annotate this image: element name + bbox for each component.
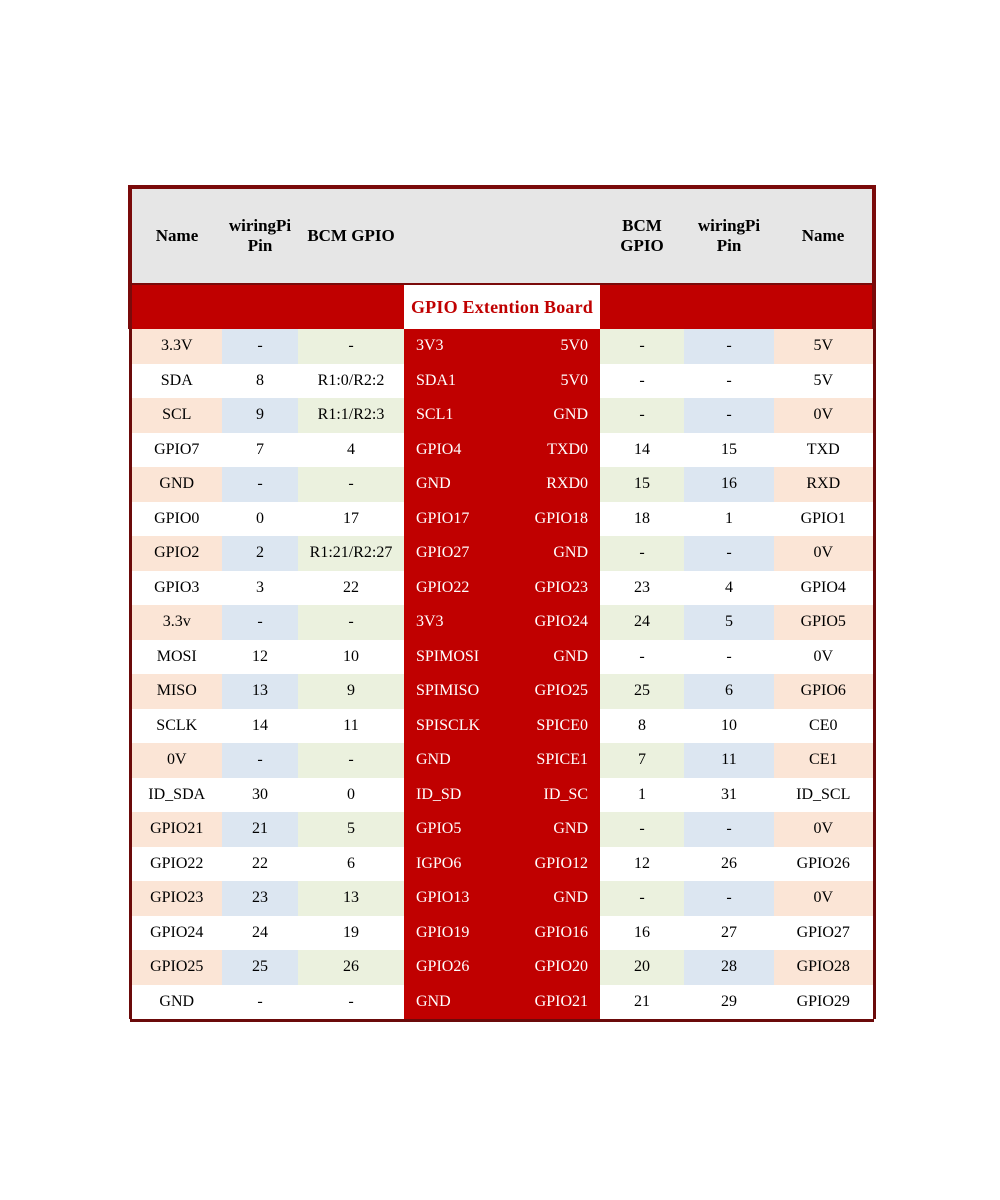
cell-bcm-right: 15 [600, 467, 684, 502]
table-row [130, 536, 874, 571]
cell-name-right: GPIO6 [774, 674, 874, 709]
cell-bcm-left: 6 [298, 847, 404, 882]
cell-bcm-left: - [298, 605, 404, 640]
cell-wiringpi-right: - [684, 881, 774, 916]
table-row [130, 743, 874, 778]
cell-wiringpi-left: 8 [222, 364, 298, 399]
cell-bcm-left: R1:1/R2:3 [298, 398, 404, 433]
cell-wiringpi-right: 28 [684, 950, 774, 985]
cell-name-left: GPIO3 [130, 571, 222, 606]
cell-name-right: 0V [774, 640, 874, 675]
cell-bcm-left: 26 [298, 950, 404, 985]
cell-wiringpi-right: - [684, 364, 774, 399]
cell-wiringpi-left: - [222, 985, 298, 1020]
title-band-left-fill [130, 284, 404, 329]
cell-name-left: SDA [130, 364, 222, 399]
cell-wiringpi-right: 4 [684, 571, 774, 606]
cell-wiringpi-left: 3 [222, 571, 298, 606]
cell-bcm-right: 20 [600, 950, 684, 985]
cell-name-right: GPIO4 [774, 571, 874, 606]
cell-board-left: GPIO22 [404, 571, 502, 606]
cell-name-left: GND [130, 467, 222, 502]
cell-name-left: GPIO25 [130, 950, 222, 985]
cell-bcm-right: 16 [600, 916, 684, 951]
cell-name-right: GPIO28 [774, 950, 874, 985]
cell-bcm-left: 11 [298, 709, 404, 744]
cell-wiringpi-right: - [684, 812, 774, 847]
cell-bcm-right: 23 [600, 571, 684, 606]
cell-bcm-left: 10 [298, 640, 404, 675]
cell-bcm-right: 12 [600, 847, 684, 882]
cell-name-left: SCLK [130, 709, 222, 744]
cell-bcm-left: 17 [298, 502, 404, 537]
header-wiringpi-right [684, 187, 774, 284]
cell-board-left: GPIO26 [404, 950, 502, 985]
cell-bcm-right: 7 [600, 743, 684, 778]
cell-wiringpi-right: - [684, 536, 774, 571]
cell-board-right: GND [502, 812, 600, 847]
cell-board-right: GND [502, 640, 600, 675]
cell-wiringpi-left: 24 [222, 916, 298, 951]
cell-board-left: SDA1 [404, 364, 502, 399]
cell-wiringpi-left: 0 [222, 502, 298, 537]
cell-board-left: GND [404, 743, 502, 778]
cell-wiringpi-right: 27 [684, 916, 774, 951]
cell-name-left: GPIO22 [130, 847, 222, 882]
board-title: GPIO Extention Board [404, 284, 600, 329]
cell-bcm-right: - [600, 329, 684, 364]
cell-board-right: TXD0 [502, 433, 600, 468]
cell-bcm-right: - [600, 881, 684, 916]
cell-wiringpi-right: 6 [684, 674, 774, 709]
table-footer [130, 1019, 874, 1022]
cell-bcm-left: 19 [298, 916, 404, 951]
cell-board-left: GND [404, 985, 502, 1020]
cell-wiringpi-left: - [222, 467, 298, 502]
cell-bcm-left: - [298, 743, 404, 778]
table-row [130, 640, 874, 675]
cell-name-left: SCL [130, 398, 222, 433]
title-band-row [130, 284, 874, 329]
cell-board-right: GPIO18 [502, 502, 600, 537]
table-row [130, 329, 874, 364]
cell-name-left: 3.3v [130, 605, 222, 640]
cell-bcm-right: 25 [600, 674, 684, 709]
cell-wiringpi-left: 9 [222, 398, 298, 433]
cell-wiringpi-right: - [684, 398, 774, 433]
cell-board-left: ID_SD [404, 778, 502, 813]
cell-board-left: SPISCLK [404, 709, 502, 744]
gpio-pinout-table-wrapper [128, 185, 872, 1022]
table-header-row [130, 187, 874, 284]
table-row [130, 571, 874, 606]
cell-wiringpi-right: 16 [684, 467, 774, 502]
cell-wiringpi-right: 26 [684, 847, 774, 882]
cell-name-right: 0V [774, 812, 874, 847]
cell-wiringpi-left: 21 [222, 812, 298, 847]
cell-name-left: 0V [130, 743, 222, 778]
cell-wiringpi-left: 2 [222, 536, 298, 571]
cell-name-right: GPIO1 [774, 502, 874, 537]
cell-name-left: 3.3V [130, 329, 222, 364]
header-wiringpi-left [222, 187, 298, 284]
table-row [130, 398, 874, 433]
table-row [130, 674, 874, 709]
cell-wiringpi-left: 14 [222, 709, 298, 744]
cell-bcm-right: - [600, 812, 684, 847]
header-bcm-right-line2: GPIO [620, 236, 664, 255]
cell-bcm-left: 5 [298, 812, 404, 847]
header-bcm-left: BCM GPIO [298, 187, 404, 284]
header-wiringpi-right-line1: wiringPi [697, 216, 761, 236]
header-wiringpi-left-line1: wiringPi [228, 216, 292, 236]
cell-name-left: GND [130, 985, 222, 1020]
cell-board-right: GPIO12 [502, 847, 600, 882]
cell-bcm-left: 22 [298, 571, 404, 606]
cell-board-left: 3V3 [404, 605, 502, 640]
cell-name-right: ID_SCL [774, 778, 874, 813]
cell-bcm-left: 13 [298, 881, 404, 916]
header-wiringpi-left-line2: Pin [247, 236, 273, 255]
cell-name-right: 5V [774, 364, 874, 399]
cell-board-right: GPIO23 [502, 571, 600, 606]
cell-name-left: ID_SDA [130, 778, 222, 813]
cell-wiringpi-left: 23 [222, 881, 298, 916]
cell-name-right: 0V [774, 398, 874, 433]
header-center-spacer [404, 187, 600, 284]
cell-wiringpi-right: 1 [684, 502, 774, 537]
cell-name-left: MOSI [130, 640, 222, 675]
cell-bcm-right: - [600, 640, 684, 675]
cell-board-left: IGPO6 [404, 847, 502, 882]
cell-wiringpi-right: 29 [684, 985, 774, 1020]
cell-wiringpi-left: 22 [222, 847, 298, 882]
table-body [130, 187, 874, 329]
header-bcm-right-line1: BCM [622, 216, 662, 236]
header-name-right: Name [774, 187, 874, 284]
cell-name-left: GPIO23 [130, 881, 222, 916]
table-row [130, 847, 874, 882]
cell-wiringpi-left: - [222, 329, 298, 364]
cell-board-left: SPIMISO [404, 674, 502, 709]
cell-name-right: RXD [774, 467, 874, 502]
cell-bcm-right: 24 [600, 605, 684, 640]
table-row [130, 778, 874, 813]
cell-name-left: GPIO2 [130, 536, 222, 571]
cell-name-right: 5V [774, 329, 874, 364]
cell-board-left: SCL1 [404, 398, 502, 433]
cell-name-left: GPIO24 [130, 916, 222, 951]
cell-board-right: SPICE1 [502, 743, 600, 778]
cell-bcm-right: 14 [600, 433, 684, 468]
cell-board-left: GPIO5 [404, 812, 502, 847]
cell-wiringpi-right: 31 [684, 778, 774, 813]
cell-board-left: GPIO17 [404, 502, 502, 537]
cell-bcm-right: 1 [600, 778, 684, 813]
cell-bcm-left: - [298, 467, 404, 502]
cell-wiringpi-right: - [684, 329, 774, 364]
cell-bcm-right: 8 [600, 709, 684, 744]
cell-name-right: GPIO27 [774, 916, 874, 951]
cell-bcm-left: 0 [298, 778, 404, 813]
cell-name-left: GPIO0 [130, 502, 222, 537]
cell-board-left: GPIO13 [404, 881, 502, 916]
cell-board-left: 3V3 [404, 329, 502, 364]
table-row [130, 467, 874, 502]
cell-wiringpi-left: - [222, 605, 298, 640]
table-row [130, 812, 874, 847]
cell-board-right: GPIO16 [502, 916, 600, 951]
cell-wiringpi-left: 30 [222, 778, 298, 813]
header-wiringpi-right-line2: Pin [716, 236, 742, 255]
cell-board-right: 5V0 [502, 329, 600, 364]
cell-name-right: CE0 [774, 709, 874, 744]
cell-wiringpi-left: 13 [222, 674, 298, 709]
cell-board-left: GPIO27 [404, 536, 502, 571]
cell-name-right: GPIO29 [774, 985, 874, 1020]
cell-wiringpi-right: - [684, 640, 774, 675]
cell-board-right: GND [502, 398, 600, 433]
bottom-rule [130, 1019, 874, 1022]
cell-name-left: GPIO21 [130, 812, 222, 847]
cell-board-right: SPICE0 [502, 709, 600, 744]
header-bcm-right [600, 187, 684, 284]
title-band-right-fill [600, 284, 874, 329]
cell-name-right: GPIO26 [774, 847, 874, 882]
table-row [130, 433, 874, 468]
cell-board-left: GPIO4 [404, 433, 502, 468]
cell-wiringpi-left: 25 [222, 950, 298, 985]
cell-board-right: GPIO21 [502, 985, 600, 1020]
cell-wiringpi-right: 5 [684, 605, 774, 640]
cell-bcm-left: - [298, 985, 404, 1020]
cell-board-right: ID_SC [502, 778, 600, 813]
cell-name-left: GPIO7 [130, 433, 222, 468]
cell-bcm-left: R1:0/R2:2 [298, 364, 404, 399]
table-row [130, 502, 874, 537]
table-row [130, 709, 874, 744]
table-row [130, 605, 874, 640]
pin-rows [130, 329, 874, 1019]
cell-name-right: TXD [774, 433, 874, 468]
cell-board-left: SPIMOSI [404, 640, 502, 675]
cell-name-left: MISO [130, 674, 222, 709]
gpio-pinout-table [128, 185, 876, 1022]
cell-wiringpi-right: 10 [684, 709, 774, 744]
cell-board-right: GPIO20 [502, 950, 600, 985]
cell-board-right: GPIO24 [502, 605, 600, 640]
cell-board-left: GND [404, 467, 502, 502]
header-name-left: Name [130, 187, 222, 284]
table-row [130, 985, 874, 1020]
cell-wiringpi-right: 11 [684, 743, 774, 778]
cell-wiringpi-left: - [222, 743, 298, 778]
cell-board-left: GPIO19 [404, 916, 502, 951]
cell-wiringpi-right: 15 [684, 433, 774, 468]
table-row [130, 950, 874, 985]
cell-board-right: GND [502, 881, 600, 916]
cell-bcm-left: R1:21/R2:27 [298, 536, 404, 571]
cell-name-right: 0V [774, 536, 874, 571]
cell-bcm-right: - [600, 398, 684, 433]
cell-bcm-right: - [600, 364, 684, 399]
cell-name-right: CE1 [774, 743, 874, 778]
cell-board-right: GND [502, 536, 600, 571]
cell-bcm-left: 9 [298, 674, 404, 709]
table-row [130, 364, 874, 399]
cell-board-right: 5V0 [502, 364, 600, 399]
cell-bcm-right: - [600, 536, 684, 571]
cell-bcm-right: 21 [600, 985, 684, 1020]
cell-bcm-left: - [298, 329, 404, 364]
cell-wiringpi-left: 12 [222, 640, 298, 675]
cell-board-right: RXD0 [502, 467, 600, 502]
table-row [130, 881, 874, 916]
cell-bcm-right: 18 [600, 502, 684, 537]
cell-name-right: GPIO5 [774, 605, 874, 640]
cell-bcm-left: 4 [298, 433, 404, 468]
cell-wiringpi-left: 7 [222, 433, 298, 468]
cell-board-right: GPIO25 [502, 674, 600, 709]
table-row [130, 916, 874, 951]
bottom-rule-cell [130, 1019, 874, 1022]
cell-name-right: 0V [774, 881, 874, 916]
